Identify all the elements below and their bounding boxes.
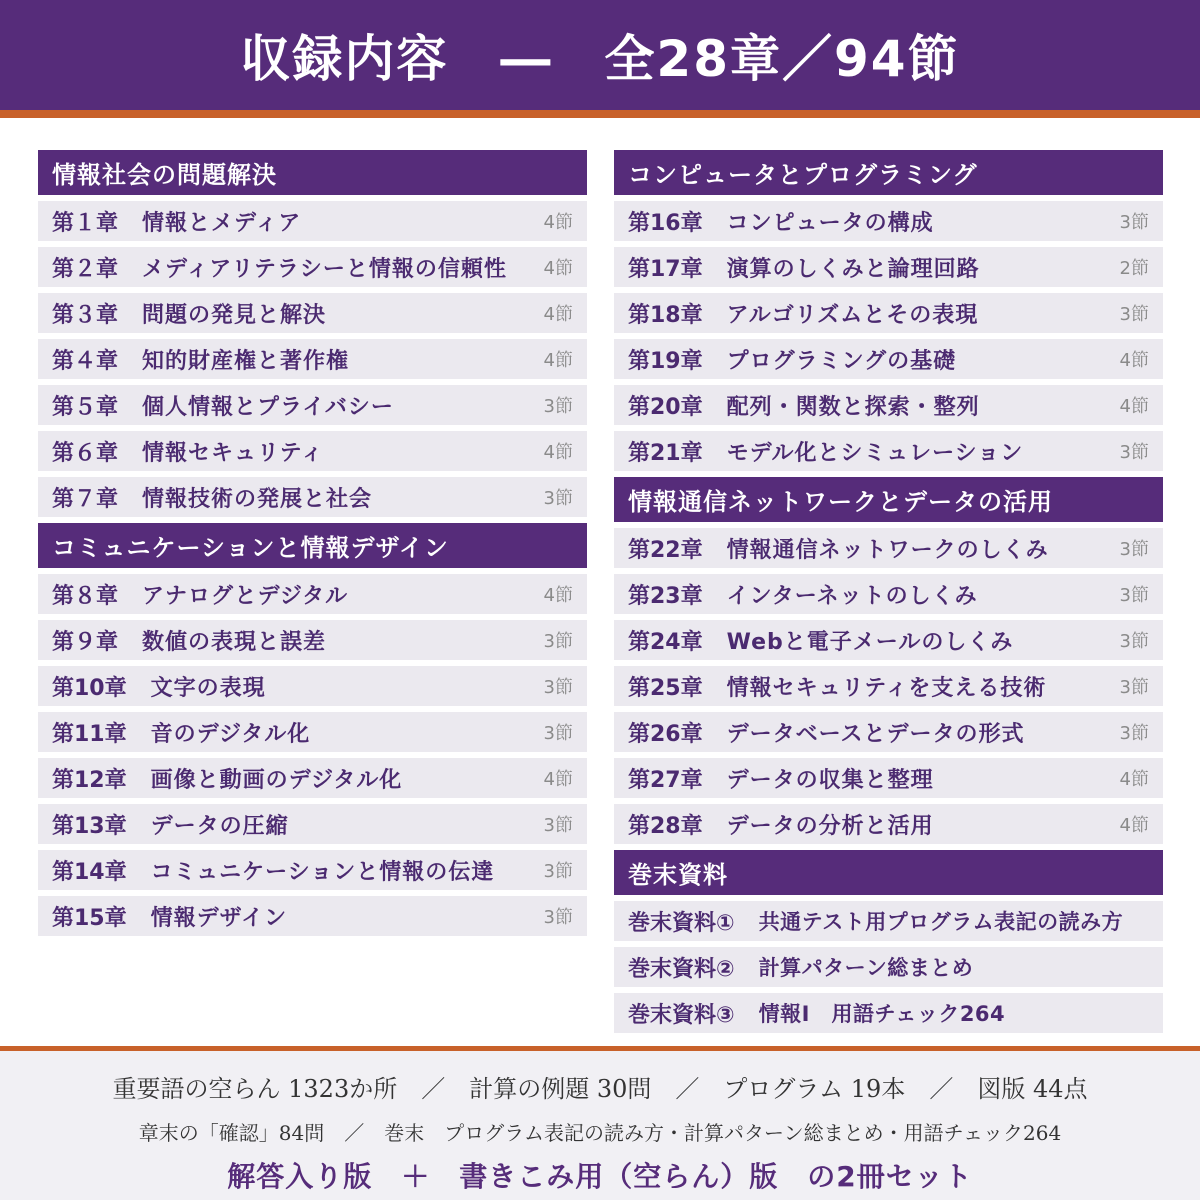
chapter-number: 第27章: [628, 767, 703, 793]
appendix-stats: 章末の「確認」84問 ／ 巻末 プログラム表記の読み方・計算パターン総まとめ・用語チェック264: [138, 1121, 1062, 1145]
chapter-row: [38, 477, 587, 517]
chapter-title: コンピュータの構成: [726, 210, 934, 236]
chapter-row: [614, 385, 1163, 425]
chapter-row: [614, 431, 1163, 471]
chapter-number: 第28章: [628, 813, 703, 839]
appendix-title: 共通テスト用プログラム表記の読み方: [758, 910, 1124, 934]
chapter-row: [614, 804, 1163, 844]
section-count: 3節: [1119, 585, 1149, 606]
section-count: 3節: [543, 488, 573, 509]
chapter-row: [38, 293, 587, 333]
chapter-number: 第６章: [52, 440, 119, 466]
footer-summary: [0, 1046, 1200, 1200]
appendix-title: 情報Ⅰ 用語チェック264: [758, 1002, 1006, 1026]
chapter-row: [38, 666, 587, 706]
section-count: 4節: [543, 442, 573, 463]
chapter-row: [614, 758, 1163, 798]
chapter-number: 第11章: [52, 721, 127, 747]
section-count: 4節: [1119, 815, 1149, 836]
section-count: 3節: [1119, 442, 1149, 463]
chapter-number: 第８章: [52, 583, 119, 609]
chapter-row: [614, 574, 1163, 614]
section-count: 3節: [543, 396, 573, 417]
chapter-number: 第９章: [52, 629, 119, 655]
chapter-row: [614, 201, 1163, 241]
header-banner: [0, 0, 1200, 118]
chapter-number: 第４章: [52, 348, 119, 374]
chapter-row: [38, 431, 587, 471]
section-count: 4節: [543, 585, 573, 606]
chapter-title: データベースとデータの形式: [726, 721, 1025, 747]
section-count: 4節: [1119, 350, 1149, 371]
chapter-number: 第25章: [628, 675, 703, 701]
chapter-number: 第26章: [628, 721, 703, 747]
chapter-title: メディアリテラシーと情報の信頼性: [142, 256, 507, 282]
chapter-row: [614, 528, 1163, 568]
chapter-number: 第19章: [628, 348, 703, 374]
appendix-number: 巻末資料②: [628, 956, 735, 982]
section-count: 4節: [1119, 769, 1149, 790]
chapter-number: 第７章: [52, 486, 119, 512]
section-count: 4節: [1119, 396, 1149, 417]
section-count: 4節: [543, 258, 573, 279]
appendix-title: 計算パターン総まとめ: [758, 956, 974, 980]
chapter-number: 第18章: [628, 302, 703, 328]
chapter-number: 第10章: [52, 675, 127, 701]
chapter-title: コミュニケーションと情報の伝達: [150, 859, 495, 885]
section-count: 3節: [543, 815, 573, 836]
chapter-title: データの収集と整理: [726, 767, 934, 793]
chapter-number: 第23章: [628, 583, 703, 609]
chapter-row: [614, 666, 1163, 706]
chapter-row: [38, 385, 587, 425]
right-column: [614, 150, 1163, 1039]
chapter-number: 第14章: [52, 859, 127, 885]
chapter-row: [38, 804, 587, 844]
chapter-row: [614, 247, 1163, 287]
section-count: 3節: [1119, 631, 1149, 652]
section-count: 4節: [543, 350, 573, 371]
section-header: 情報社会の問題解決: [38, 150, 587, 195]
appendix-row: [614, 901, 1163, 941]
chapter-row: [38, 712, 587, 752]
section-header: コンピュータとプログラミング: [614, 150, 1163, 195]
chapter-title: 配列・関数と探索・整列: [726, 394, 980, 420]
chapter-title: アルゴリズムとその表現: [726, 302, 979, 328]
section-count: 3節: [1119, 539, 1149, 560]
chapter-row: [614, 293, 1163, 333]
chapter-number: 第20章: [628, 394, 703, 420]
chapter-number: 第13章: [52, 813, 127, 839]
chapter-number: 第22章: [628, 537, 703, 563]
appendix-row: [614, 947, 1163, 987]
chapter-title: データの圧縮: [150, 813, 289, 839]
appendix-number: 巻末資料①: [628, 910, 735, 936]
appendix-row: [614, 993, 1163, 1033]
chapter-number: 第21章: [628, 440, 703, 466]
section-count: 3節: [543, 631, 573, 652]
chapter-number: 第１章: [52, 210, 119, 236]
chapter-row: [38, 574, 587, 614]
section-count: 4節: [543, 212, 573, 233]
page-title: 収録内容 ― 全28章／94節: [240, 30, 960, 88]
chapter-title: 情報セキュリティ: [142, 440, 324, 466]
edition-set-note: 解答入り版 ＋ 書きこみ用（空らん）版 の2冊セット: [227, 1160, 973, 1193]
chapter-title: Webと電子メールのしくみ: [726, 629, 1014, 655]
chapter-title: 個人情報とプライバシー: [142, 394, 394, 420]
section-header: 巻末資料: [614, 850, 1163, 895]
chapter-title: モデル化とシミュレーション: [726, 440, 1024, 466]
section-count: 3節: [543, 861, 573, 882]
chapter-title: データの分析と活用: [726, 813, 934, 839]
chapter-title: 音のデジタル化: [150, 721, 311, 747]
chapter-title: 画像と動画のデジタル化: [150, 767, 403, 793]
chapter-row: [38, 247, 587, 287]
chapter-title: 情報通信ネットワークのしくみ: [726, 537, 1049, 563]
chapter-row: [38, 339, 587, 379]
appendix-number: 巻末資料③: [628, 1002, 735, 1028]
chapter-title: 情報セキュリティを支える技術: [726, 675, 1047, 701]
chapter-row: [38, 620, 587, 660]
chapter-number: 第12章: [52, 767, 127, 793]
chapter-number: 第５章: [52, 394, 119, 420]
chapter-title: アナログとデジタル: [142, 583, 349, 609]
chapter-number: 第15章: [52, 905, 127, 931]
chapter-title: 情報技術の発展と社会: [142, 486, 373, 512]
section-count: 4節: [543, 769, 573, 790]
chapter-number: 第24章: [628, 629, 703, 655]
section-count: 3節: [1119, 723, 1149, 744]
section-header: 情報通信ネットワークとデータの活用: [614, 477, 1163, 522]
chapter-row: [614, 339, 1163, 379]
section-count: 2節: [1119, 258, 1149, 279]
chapter-title: 情報とメディア: [142, 210, 302, 236]
chapter-row: [38, 850, 587, 890]
section-header: コミュニケーションと情報デザイン: [38, 523, 587, 568]
chapter-title: 文字の表現: [150, 675, 266, 701]
section-count: 3節: [543, 677, 573, 698]
chapter-title: 数値の表現と誤差: [142, 629, 327, 655]
chapter-title: 演算のしくみと論理回路: [726, 256, 980, 282]
section-count: 3節: [1119, 212, 1149, 233]
section-count: 3節: [1119, 677, 1149, 698]
chapter-title: 知的財産権と著作権: [142, 348, 350, 374]
section-count: 3節: [543, 723, 573, 744]
chapter-title: 情報デザイン: [150, 905, 288, 931]
chapter-title: インターネットのしくみ: [726, 583, 978, 609]
section-count: 4節: [543, 304, 573, 325]
chapter-row: [614, 620, 1163, 660]
section-count: 3節: [543, 907, 573, 928]
chapter-row: [38, 896, 587, 936]
chapter-number: 第17章: [628, 256, 703, 282]
chapter-number: 第16章: [628, 210, 703, 236]
content-stats: 重要語の空らん 1323か所 ／ 計算の例題 30問 ／ プログラム 19本 ／ 図版 44点: [112, 1075, 1088, 1103]
chapter-number: 第２章: [52, 256, 119, 282]
left-column: [38, 150, 587, 942]
chapter-row: [614, 712, 1163, 752]
chapter-title: 問題の発見と解決: [142, 302, 327, 328]
chapter-row: [38, 201, 587, 241]
chapter-title: プログラミングの基礎: [726, 348, 957, 374]
section-count: 3節: [1119, 304, 1149, 325]
chapter-row: [38, 758, 587, 798]
chapter-number: 第３章: [52, 302, 119, 328]
